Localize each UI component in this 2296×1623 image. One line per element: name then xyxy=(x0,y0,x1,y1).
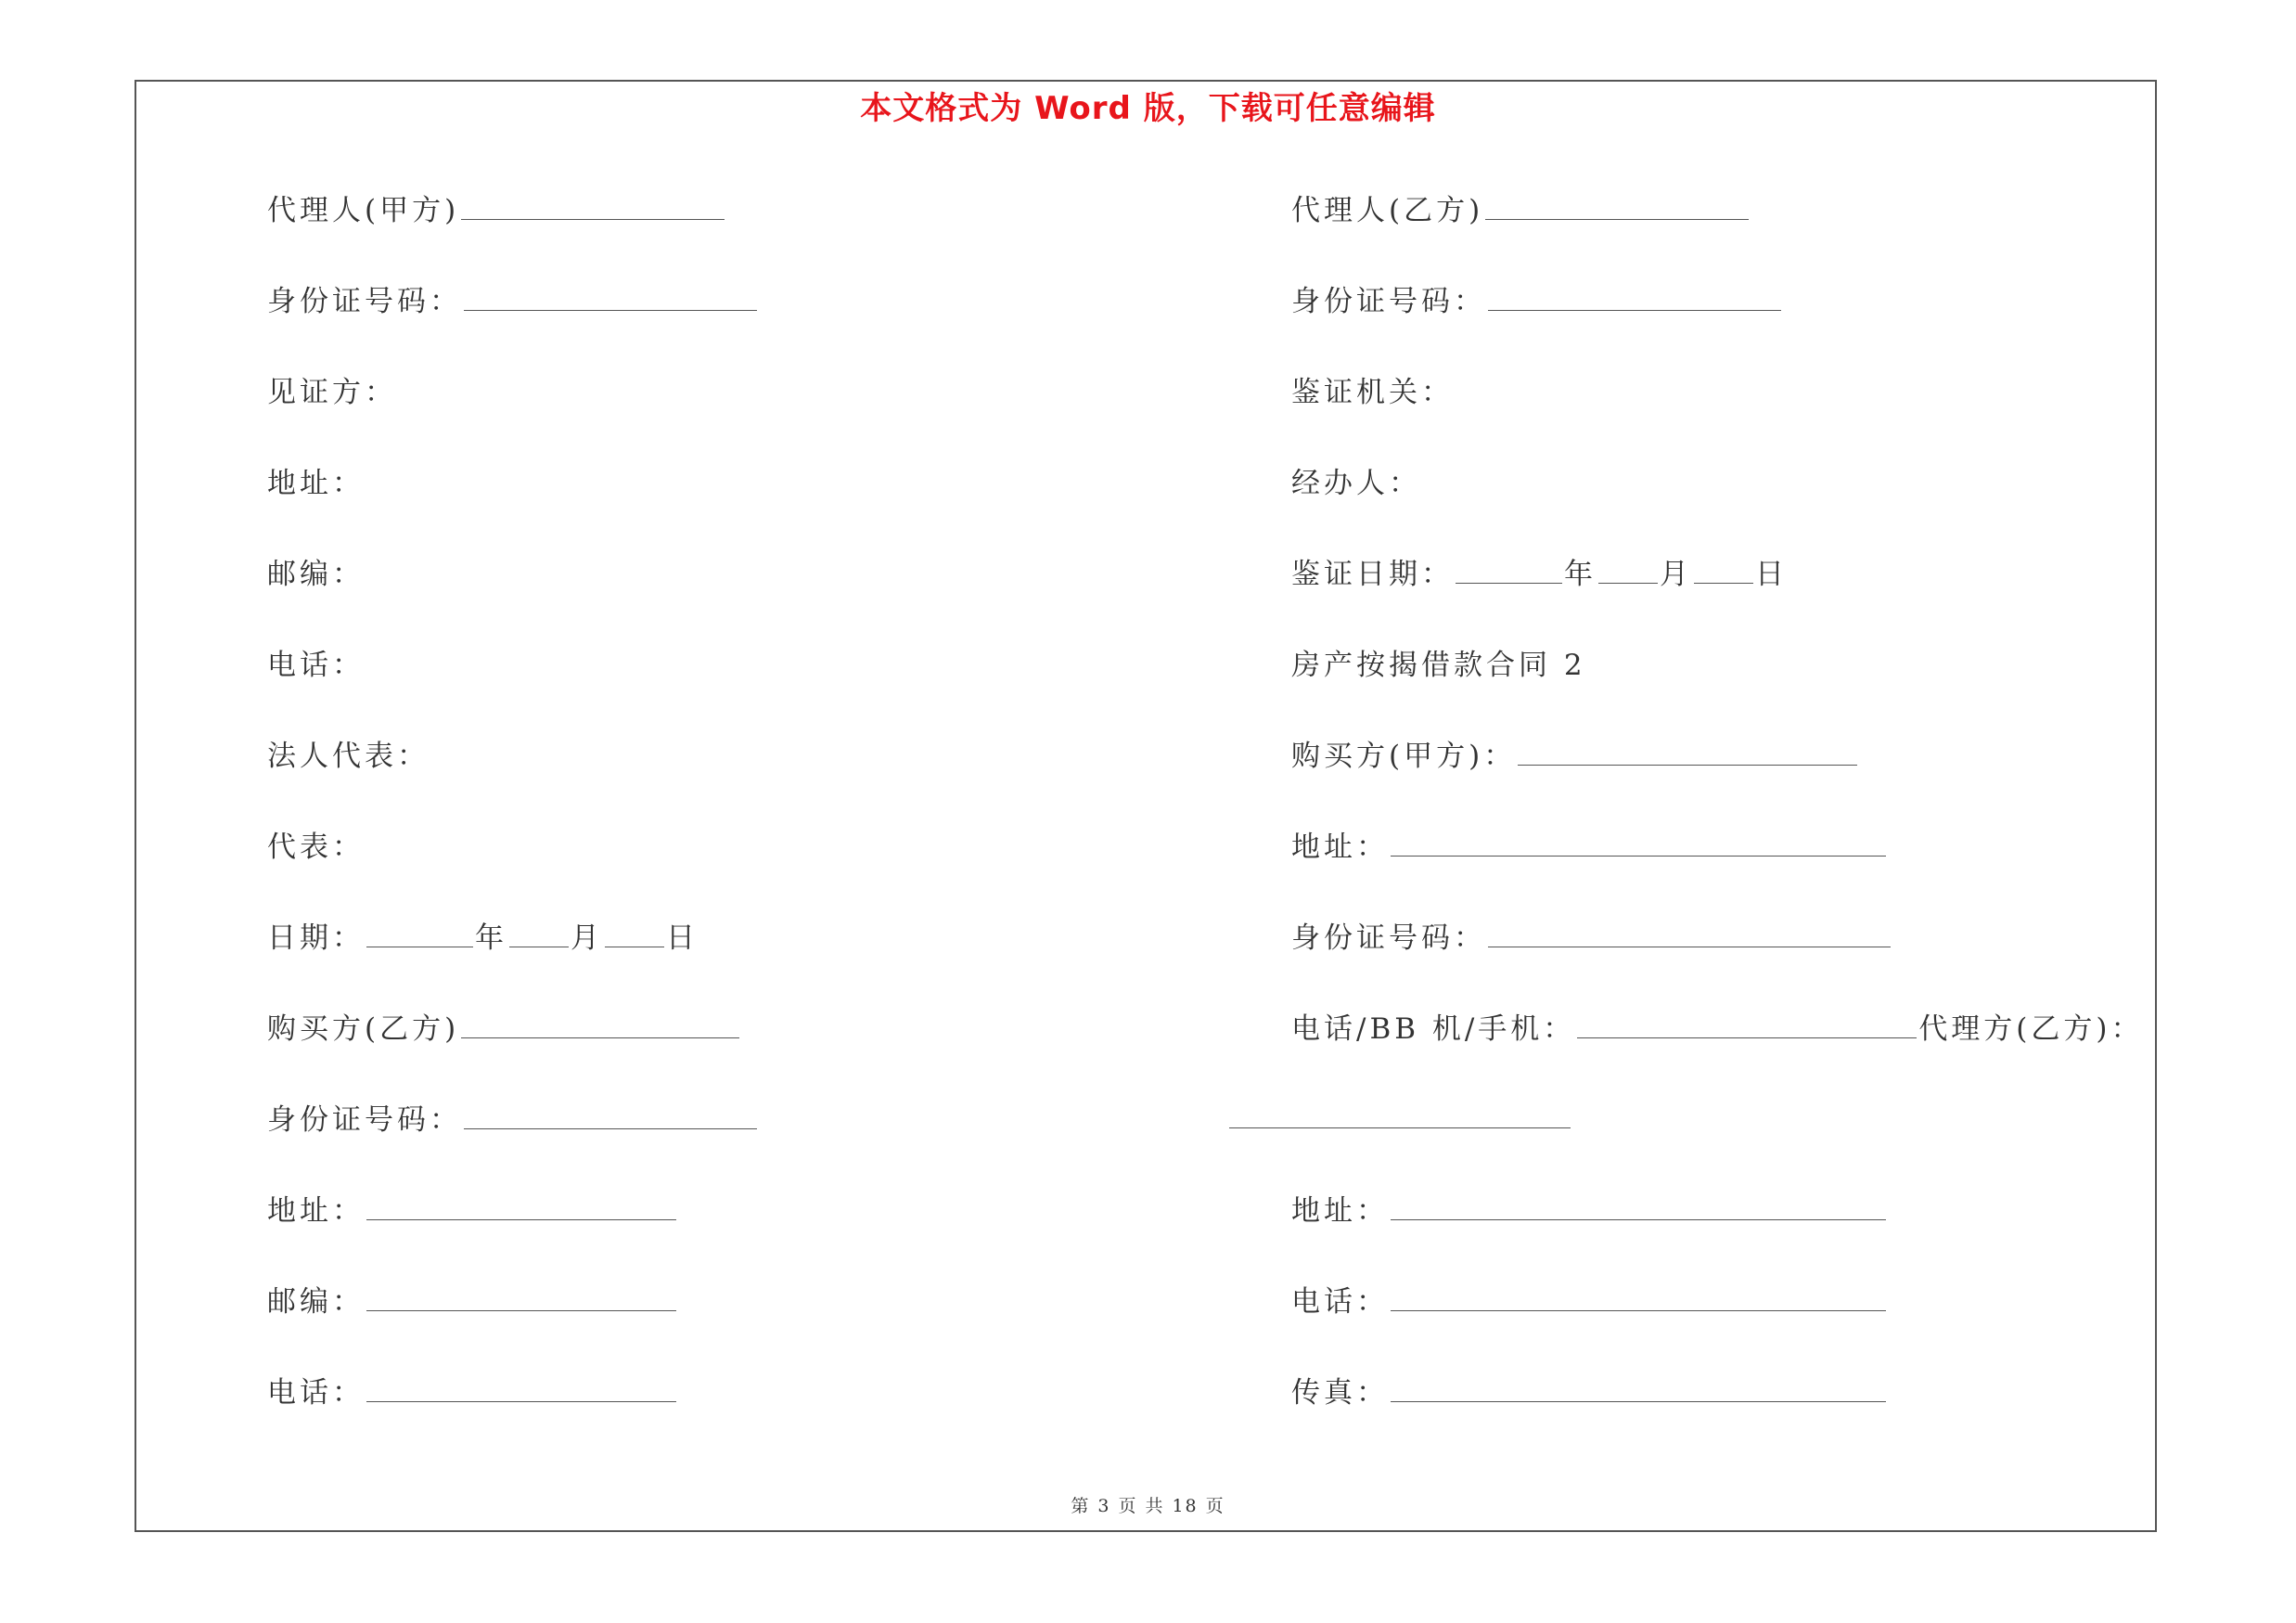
address-row-2 xyxy=(1291,1191,1888,1231)
address-row-1 xyxy=(1291,827,1888,868)
postcode-label: 邮编： xyxy=(267,1285,365,1319)
address-blank[interactable] xyxy=(1391,831,1886,857)
phone-combo-blank[interactable] xyxy=(1577,1013,1917,1038)
notary-row xyxy=(1291,372,1454,413)
buyer-a-row xyxy=(1291,736,1859,777)
fax-label: 传真： xyxy=(1291,1376,1389,1410)
witness-label: 见证方： xyxy=(267,376,397,409)
postcode-label: 邮编： xyxy=(267,558,365,591)
year-blank[interactable] xyxy=(1456,559,1562,584)
footer-page-word: 页 xyxy=(1118,1496,1138,1516)
footer-total-word: 共 xyxy=(1145,1496,1165,1516)
agent-b-blank[interactable] xyxy=(1485,195,1749,220)
id-label: 身份证号码： xyxy=(1291,921,1486,955)
month-label: 月 xyxy=(571,921,603,955)
footer-total-pages: 18 xyxy=(1172,1496,1199,1516)
notary-date-label: 鉴证日期： xyxy=(1291,558,1454,591)
header-banner: 本文格式为 Word 版，下载可任意编辑 xyxy=(860,90,1436,127)
phone-blank[interactable] xyxy=(1391,1286,1886,1311)
notary-label: 鉴证机关： xyxy=(1291,376,1454,409)
id-blank[interactable] xyxy=(1488,922,1891,947)
address-blank[interactable] xyxy=(1391,1195,1886,1220)
fax-blank[interactable] xyxy=(1391,1377,1886,1402)
address-label: 地址： xyxy=(1291,1194,1389,1228)
page-footer xyxy=(0,1492,2296,1517)
day-label: 日 xyxy=(666,921,699,955)
id-label: 身份证号码： xyxy=(267,285,462,318)
address-label: 地址： xyxy=(267,467,365,500)
agent-a-label: 代理人(甲方) xyxy=(267,194,460,227)
handler-row xyxy=(1291,463,1421,504)
year-label: 年 xyxy=(475,921,507,955)
footer-current-page: 3 xyxy=(1097,1496,1111,1516)
id-label: 身份证号码： xyxy=(267,1103,462,1137)
phone-combo-label: 电话/BB 机/手机： xyxy=(1291,1012,1576,1046)
month-blank[interactable] xyxy=(1598,559,1658,584)
agent-b-label: 代理人(乙方) xyxy=(1291,194,1484,227)
id-blank[interactable] xyxy=(1488,286,1781,311)
id-label: 身份证号码： xyxy=(1291,285,1486,318)
contract-title-row xyxy=(1291,645,1586,686)
buyer-b-label: 购买方(乙方) xyxy=(267,1012,460,1046)
legal-rep-label: 法人代表： xyxy=(267,740,430,773)
year-label: 年 xyxy=(1564,558,1597,591)
agent-party-b-blank[interactable] xyxy=(1229,1127,1571,1128)
phone-label: 电话： xyxy=(267,649,365,682)
agent-b-row xyxy=(1291,190,1751,231)
agent-party-b-label: 代理方(乙方)： xyxy=(1918,1012,2144,1046)
buyer-a-blank[interactable] xyxy=(1518,741,1857,766)
address-label: 地址： xyxy=(267,1194,365,1228)
notary-date-row xyxy=(1291,554,1788,595)
rep-label: 代表： xyxy=(267,831,365,864)
day-blank[interactable] xyxy=(1694,559,1753,584)
day-label: 日 xyxy=(1755,558,1788,591)
footer-prefix: 第 xyxy=(1071,1496,1091,1516)
footer-page-word: 页 xyxy=(1205,1496,1225,1516)
date-label: 日期： xyxy=(267,921,365,955)
contract-title: 房产按揭借款合同 2 xyxy=(1291,649,1586,682)
fax-row xyxy=(1291,1372,1888,1413)
buyer-a-label: 购买方(甲方)： xyxy=(1291,740,1517,773)
id-row-2 xyxy=(1291,918,1892,959)
handler-label: 经办人： xyxy=(1291,467,1421,500)
address-label: 地址： xyxy=(1291,831,1389,864)
phone-label: 电话： xyxy=(1291,1285,1389,1319)
id-row-1 xyxy=(1291,281,1783,322)
phone-label: 电话： xyxy=(267,1376,365,1410)
month-label: 月 xyxy=(1660,558,1692,591)
phone-row xyxy=(1291,1282,1888,1322)
phone-combo-row xyxy=(1291,1009,2144,1050)
